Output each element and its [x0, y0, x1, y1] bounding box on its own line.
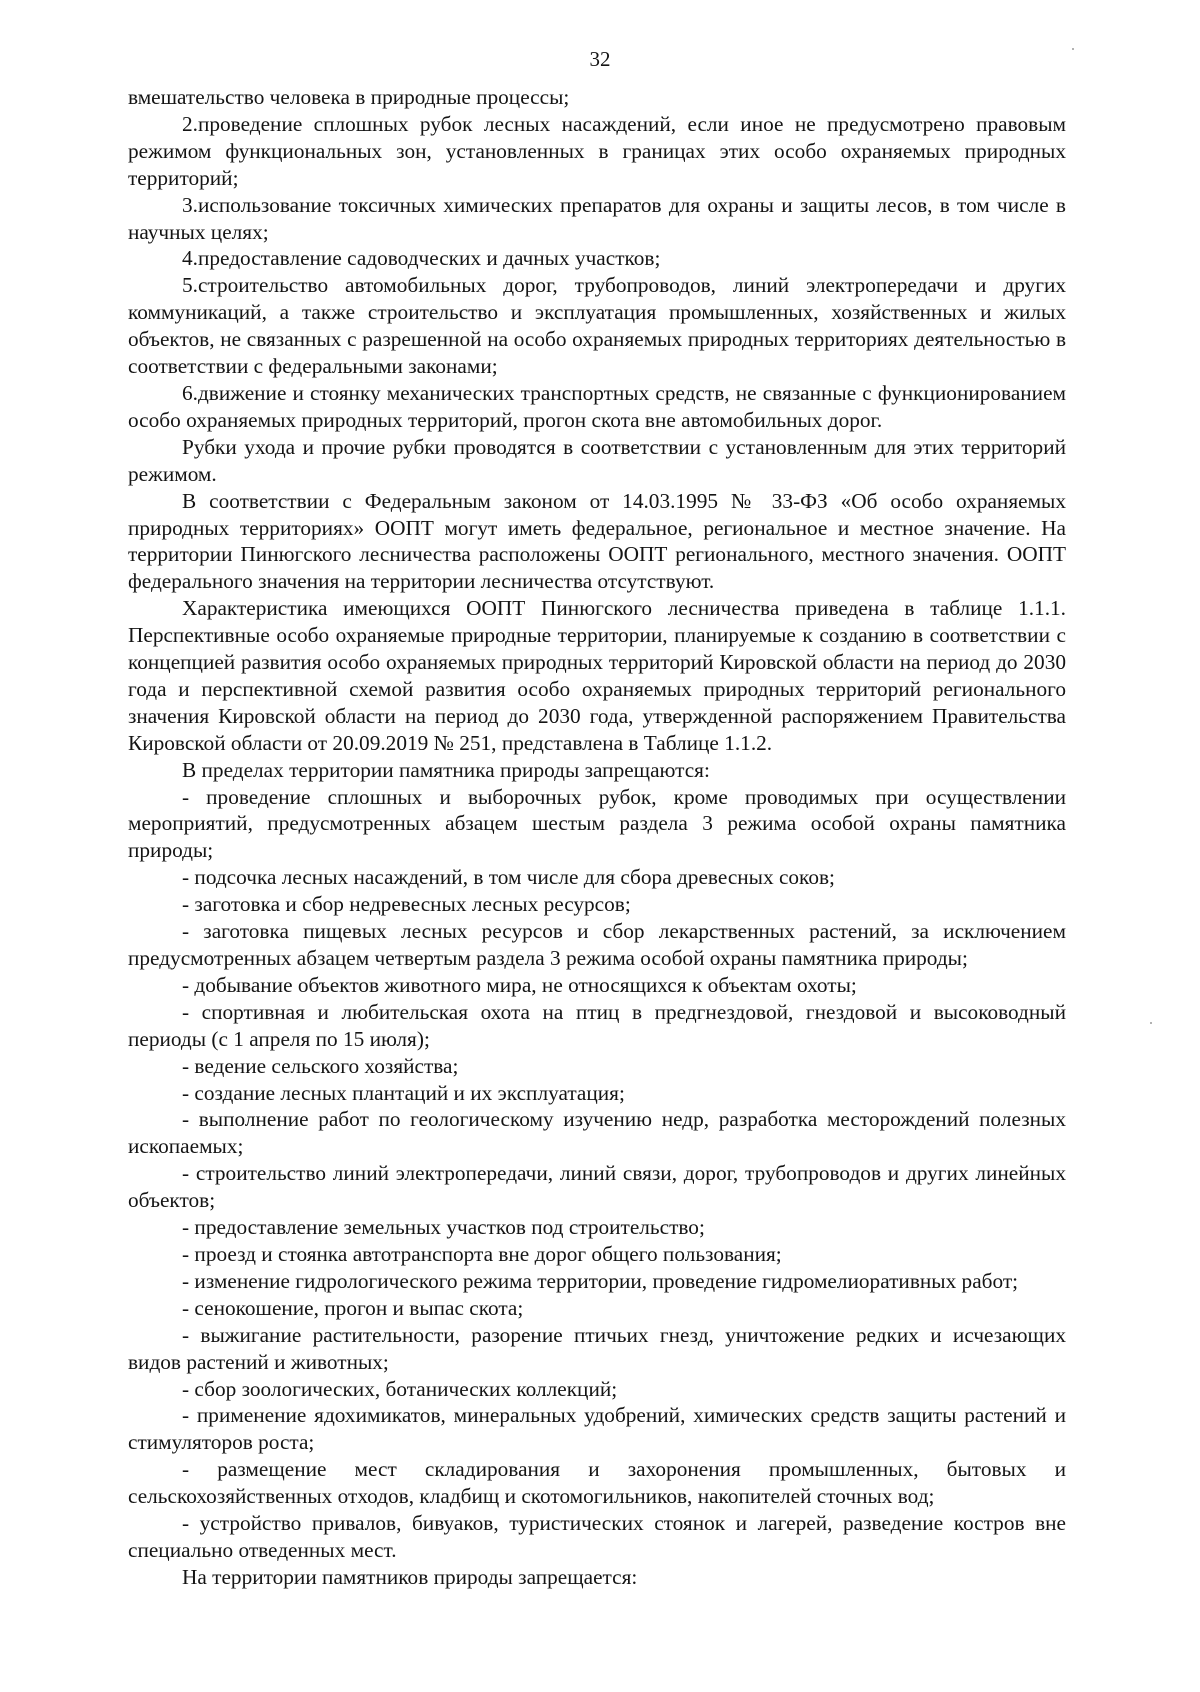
list-item: - создание лесных плантаций и их эксплуатация;: [182, 1080, 625, 1105]
paragraph: Характеристика имеющихся ООПТ Пинюгского лесничества приведена в таблице 1.1.1. Перспективные особо охраняемые природные территории, планируемые к созданию в соответствии с концепцией развития особо охраняемых природных территорий Кировской области на период до 2030 года и перспективной схемой развития особо охраняемых природных территорий регионального значения Кировской области на период до 2030 года, утвержденной распоряжением Правительства Кировской области от 20.09.2019 № 251, представлена в Таблице 1.1.2.: [128, 596, 1066, 755]
list-item: - сбор зоологических, ботанических коллекций;: [182, 1376, 618, 1401]
paragraph: На территории памятников природы запрещается:: [182, 1564, 638, 1589]
paragraph: В соответствии с Федеральным законом от 14.03.1995 № 33-ФЗ «Об особо охраняемых природных территориях» ООПТ могут иметь федеральное, региональное и местное значение. На территории Пинюгского лесничества расположены ООПТ регионального, местного значения. ООПТ федерального значения на территории лесничества отсутствуют.: [128, 488, 1066, 594]
list-item: - заготовка пищевых лесных ресурсов и сбор лекарственных растений, за исключением предусмотренных абзацем четвертым раздела 3 режима особой охраны памятника природы;: [128, 919, 1066, 970]
page-number: 32: [589, 47, 611, 71]
list-item: - подсочка лесных насаждений, в том числе для сбора древесных соков;: [182, 865, 835, 890]
scan-speck: [1072, 48, 1074, 50]
list-item: - применение ядохимикатов, минеральных удобрений, химических средств защиты растений и стимуляторов роста;: [128, 1403, 1066, 1455]
list-item: - проведение сплошных и выборочных рубок, кроме проводимых при осуществлении мероприятий, предусмотренных абзацем шестым раздела 3 режима особой охраны памятника природы;: [128, 784, 1066, 863]
list-item: - изменение гидрологического режима территории, проведение гидромелиоративных работ;: [182, 1268, 1019, 1293]
document-body: [128, 84, 1066, 1591]
list-item: - заготовка и сбор недревесных лесных ресурсов;: [182, 892, 631, 917]
list-item: - устройство привалов, бивуаков, туристических стоянок и лагерей, разведение костров вне специально отведенных мест.: [128, 1511, 1066, 1562]
paragraph: 4.предоставление садоводческих и дачных участков;: [182, 246, 661, 271]
list-item: - выжигание растительности, разорение птичьих гнезд, уничтожение редких и исчезающих видов растений и животных;: [128, 1322, 1066, 1374]
list-item: - выполнение работ по геологическому изучению недр, разработка месторождений полезных ископаемых;: [128, 1107, 1066, 1159]
list-item: - размещение мест складирования и захоронения промышленных, бытовых и сельскохозяйственных отходов, кладбищ и скотомогильников, накопителей сточных вод;: [128, 1457, 1066, 1509]
list-item: - сенокошение, прогон и выпас скота;: [182, 1295, 524, 1320]
list-item: - проезд и стоянка автотранспорта вне дорог общего пользования;: [182, 1241, 782, 1266]
paragraph: вмешательство человека в природные процессы;: [128, 85, 570, 109]
paragraph: 5.строительство автомобильных дорог, трубопроводов, линий электропередачи и других коммуникаций, а также строительство и эксплуатация промышленных, хозяйственных и жилых объектов, не связанных с разрешенной на особо охраняемых природных территориях деятельностью в соответствии с федеральными законами;: [128, 273, 1066, 379]
list-item: - спортивная и любительская охота на птиц в предгнездовой, гнездовой и высоководный периоды (с 1 апреля по 15 июля);: [128, 999, 1066, 1051]
paragraph: 3.использование токсичных химических препаратов для охраны и защиты лесов, в том числе в научных целях;: [128, 192, 1066, 244]
paragraph: 2.проведение сплошных рубок лесных насаждений, если иное не предусмотрено правовым режимом функциональных зон, установленных в границах этих особо охраняемых природных территорий;: [128, 111, 1066, 190]
list-item: - строительство линий электропередачи, линий связи, дорог, трубопроводов и других линейных объектов;: [128, 1161, 1066, 1213]
list-item: - ведение сельского хозяйства;: [182, 1053, 459, 1078]
paragraph: Рубки ухода и прочие рубки проводятся в соответствии с установленным для этих территорий режимом.: [128, 434, 1066, 486]
list-item: - предоставление земельных участков под строительство;: [182, 1215, 705, 1240]
paragraph: В пределах территории памятника природы запрещаются:: [182, 757, 710, 782]
paragraph: 6.движение и стоянку механических транспортных средств, не связанные с функционированием особо охраняемых природных территорий, прогон скота вне автомобильных дорог.: [128, 380, 1066, 432]
scan-speck: [1150, 1022, 1152, 1024]
list-item: - добывание объектов животного мира, не относящихся к объектам охоты;: [182, 972, 857, 997]
